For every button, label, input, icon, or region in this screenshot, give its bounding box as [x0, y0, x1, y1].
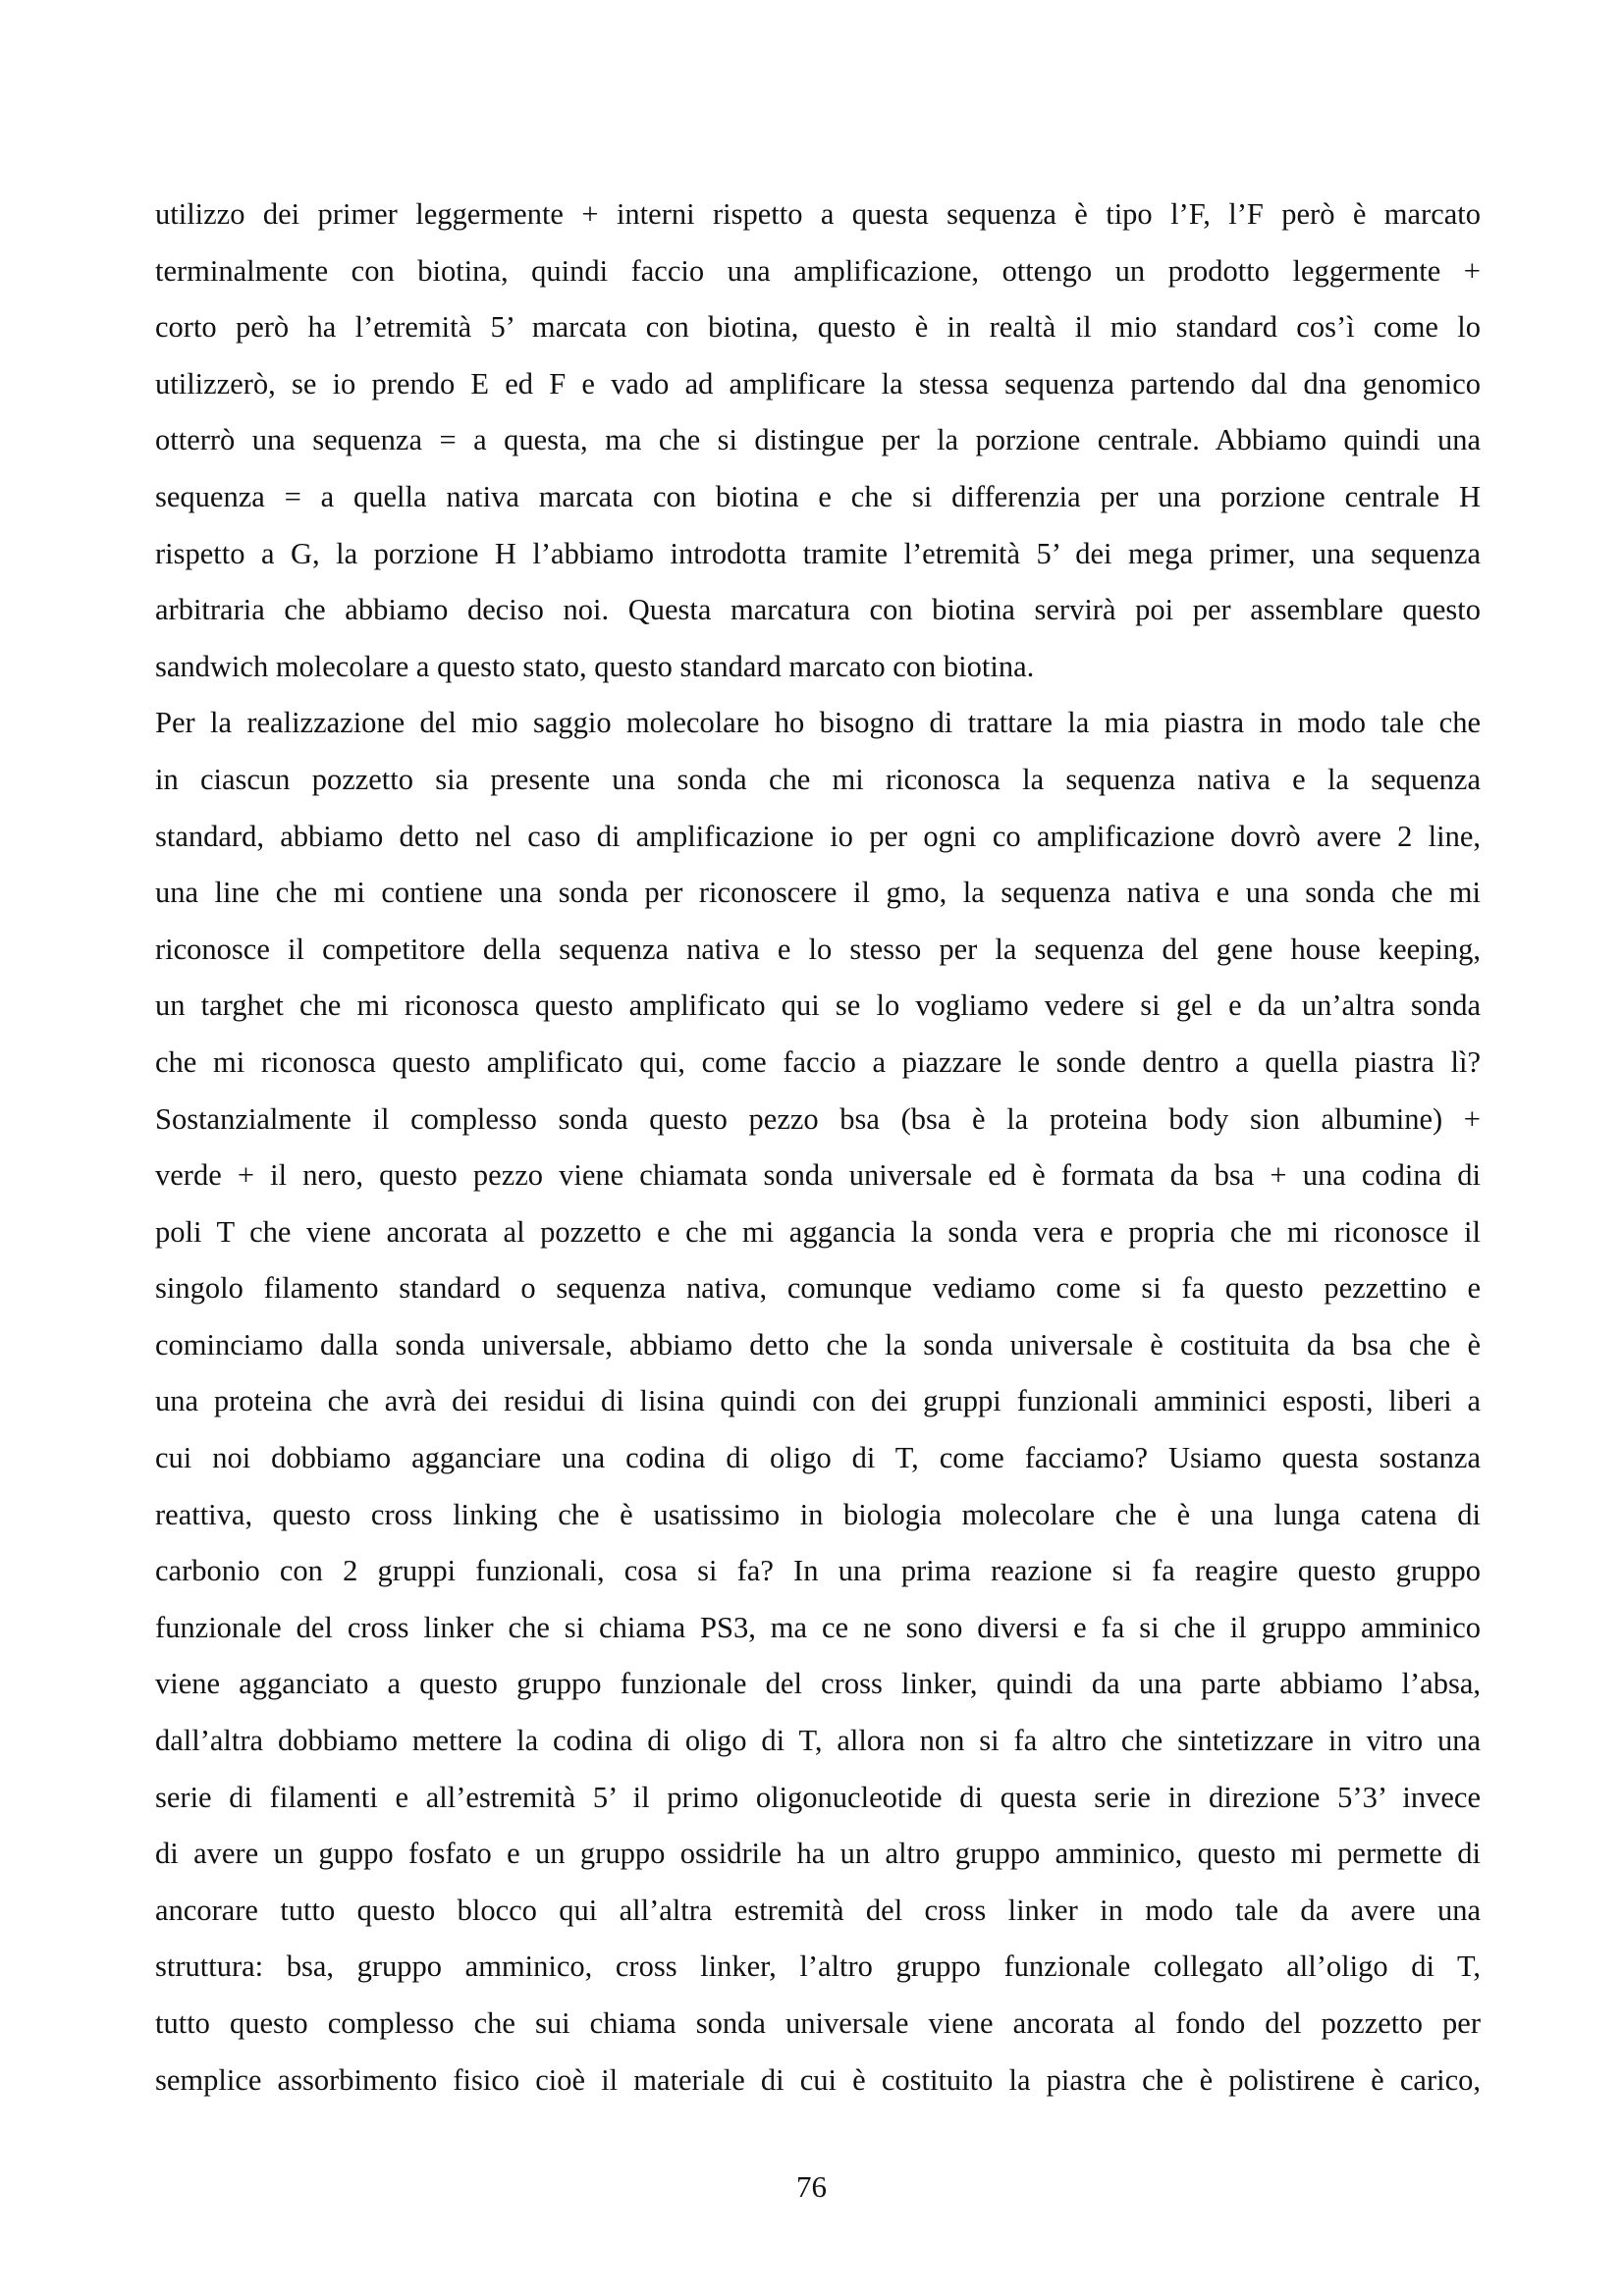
text-line: riconosce il competitore della sequenza nativa e lo stesso per la sequenza del gene house keeping, — [155, 932, 1481, 966]
text-line: terminalmente con biotina, quindi faccio una amplificazione, ottengo un prodotto leggermente + — [155, 253, 1481, 288]
text-line: serie di filamenti e all’estremità 5’ il primo oligonucleotide di questa serie in direzione 5’3’ invece — [155, 1780, 1481, 1814]
text-line: dall’altra dobbiamo mettere la codina di oligo di T, allora non si fa altro che sintetizzare in vitro una — [155, 1724, 1481, 1758]
text-line: Per la realizzazione del mio saggio molecolare ho bisogno di trattare la mia piastra in modo tale che — [155, 706, 1481, 740]
text-line: carbonio con 2 gruppi funzionali, cosa si fa? In una prima reazione si fa reagire questo gruppo — [155, 1554, 1481, 1588]
text-line: utilizzo dei primer leggermente + interni rispetto a questa sequenza è tipo l’F, l’F però è marcato — [155, 197, 1481, 231]
text-line: una proteina che avrà dei residui di lisina quindi con dei gruppi funzionali amminici esposti, liberi a — [155, 1384, 1481, 1418]
text-line: che mi riconosca questo amplificato qui, come faccio a piazzare le sonde dentro a quella piastra lì? — [155, 1044, 1481, 1079]
text-line: sequenza = a quella nativa marcata con biotina e che si differenzia per una porzione centrale H — [155, 479, 1481, 513]
text-line: semplice assorbimento fisico cioè il materiale di cui è costituito la piastra che è polistirene è carico, — [155, 2062, 1481, 2097]
paragraph-2 — [155, 695, 1481, 2109]
text-line: cui noi dobbiamo agganciare una codina di oligo di T, come facciamo? Usiamo questa sostanza — [155, 1441, 1481, 1475]
text-line: viene agganciato a questo gruppo funzionale del cross linker, quindi da una parte abbiamo l’absa, — [155, 1667, 1481, 1701]
text-line: utilizzerò, se io prendo E ed F e vado ad amplificare la stessa sequenza partendo dal dna genomico — [155, 366, 1481, 400]
text-line: una line che mi contiene una sonda per riconoscere il gmo, la sequenza nativa e una sonda che mi — [155, 876, 1481, 910]
text-line: ancorare tutto questo blocco qui all’altra estremità del cross linker in modo tale da avere una — [155, 1893, 1481, 1927]
text-line: otterrò una sequenza = a questa, ma che si distingue per la porzione centrale. Abbiamo quindi una — [155, 423, 1481, 457]
text-line: corto però ha l’etremità 5’ marcata con biotina, questo è in realtà il mio standard cos’ì come lo — [155, 310, 1481, 345]
text-line: rispetto a G, la porzione H l’abbiamo introdotta tramite l’etremità 5’ dei mega primer, una sequenza — [155, 536, 1481, 570]
text-line: sandwich molecolare a questo stato, questo standard marcato con biotina. — [155, 649, 1035, 683]
text-line: tutto questo complesso che sui chiama sonda universale viene ancorata al fondo del pozzetto per — [155, 2006, 1481, 2040]
paragraph-1 — [155, 187, 1481, 695]
body-text — [155, 187, 1481, 2109]
text-line: in ciascun pozzetto sia presente una sonda che mi riconosca la sequenza nativa e la sequenza — [155, 762, 1481, 796]
text-line: reattiva, questo cross linking che è usatissimo in biologia molecolare che è una lunga catena di — [155, 1497, 1481, 1531]
text-line: poli T che viene ancorata al pozzetto e che mi aggancia la sonda vera e propria che mi riconosce il — [155, 1214, 1481, 1249]
page-number: 76 — [796, 2169, 827, 2204]
text-line: cominciamo dalla sonda universale, abbiamo detto che la sonda universale è costituita da bsa che è — [155, 1327, 1481, 1362]
text-line: un targhet che mi riconosca questo amplificato qui se lo vogliamo vedere si gel e da un’altra sonda — [155, 988, 1481, 1023]
text-line: di avere un guppo fosfato e un gruppo ossidrile ha un altro gruppo amminico, questo mi permette di — [155, 1837, 1481, 1871]
text-line: arbitraria che abbiamo deciso noi. Questa marcatura con biotina servirà poi per assemblare questo — [155, 593, 1481, 627]
text-line: funzionale del cross linker che si chiama PS3, ma ce ne sono diversi e fa si che il gruppo amminico — [155, 1610, 1481, 1644]
text-line: Sostanzialmente il complesso sonda questo pezzo bsa (bsa è la proteina body sion albumine) + — [155, 1101, 1481, 1136]
text-line: standard, abbiamo detto nel caso di amplificazione io per ogni co amplificazione dovrò avere 2 line, — [155, 819, 1481, 853]
text-line: verde + il nero, questo pezzo viene chiamata sonda universale ed è formata da bsa + una codina di — [155, 1158, 1481, 1193]
text-line: struttura: bsa, gruppo amminico, cross linker, l’altro gruppo funzionale collegato all’oligo di T, — [155, 1949, 1481, 1984]
text-line: singolo filamento standard o sequenza nativa, comunque vediamo come si fa questo pezzettino e — [155, 1271, 1481, 1306]
